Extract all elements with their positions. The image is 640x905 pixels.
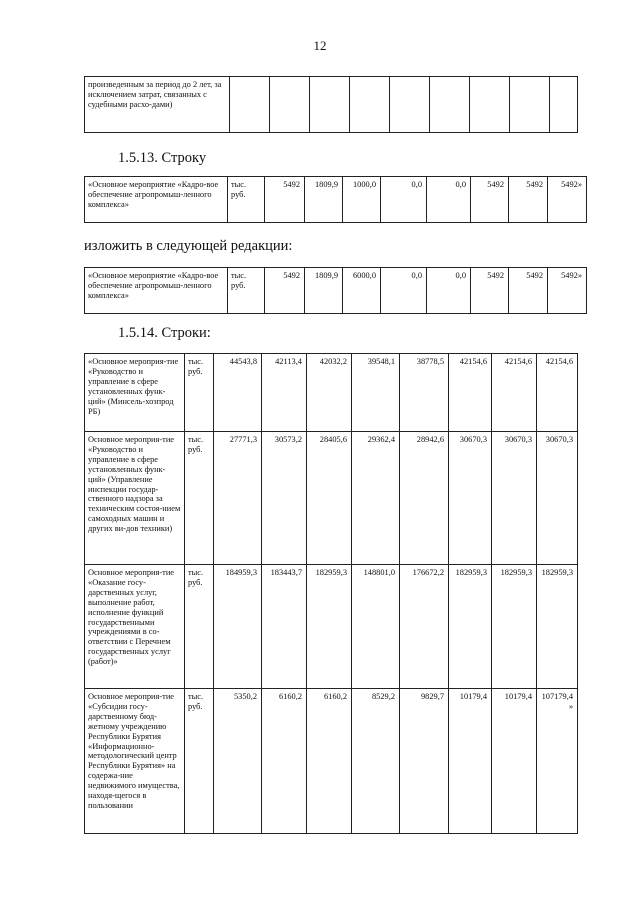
row-label: произведенным за период до 2 лет, за исключением затрат, связанных с судебными расхо-дами) (85, 77, 230, 133)
value-cell: 1809,9 (305, 177, 343, 223)
value-cell: 5492» (548, 177, 587, 223)
value-cell: 182959,3 (449, 565, 492, 689)
row-label: Основное мероприя-тие «Субсидии госу-дарственному бюд-жетному учреждению Республики Бурятия «Информационно-методологический центр Республики Бурятия» на содержа-ние недвижимого имущества, находя-щегося в пользовании (85, 689, 185, 834)
value-cell: 10179,4 (492, 689, 537, 834)
value-cell: 107179,4» (537, 689, 578, 834)
value-cell: 176672,2 (400, 565, 449, 689)
value-cell: 39548,1 (352, 354, 400, 432)
value-cell: 30670,3 (537, 432, 578, 565)
unit-cell (230, 77, 270, 133)
continuation-table (84, 76, 578, 133)
value-cell (350, 77, 390, 133)
value-cell: 182959,3 (492, 565, 537, 689)
row-label: Основное мероприя-тие «Руководство и управление в сфере установленных функ-ций» (Управление инспекции государ-ственного надзора за техническим состоя-нием самоходных машин и других ви-дов техники) (85, 432, 185, 565)
value-cell (510, 77, 550, 133)
value-cell: 42032,2 (307, 354, 352, 432)
value-cell: 28942,6 (400, 432, 449, 565)
value-cell: 5492 (471, 268, 509, 314)
value-cell: 5492 (265, 177, 305, 223)
unit-cell: тыс. руб. (185, 689, 214, 834)
value-cell: 1809,9 (305, 268, 343, 314)
unit-cell: тыс. руб. (228, 177, 265, 223)
section-heading: 1.5.13. Строку (118, 150, 207, 166)
value-cell: 42113,4 (262, 354, 307, 432)
row-label: «Основное мероприятие «Кадро-вое обеспечение агропромыш-ленного комплекса» (85, 268, 228, 314)
table-row (85, 177, 587, 223)
row-table (84, 267, 587, 314)
row-label: «Основное мероприя-тие «Руководство и управление в сфере установленных функ-ций» (Минсель-хозпрод РБ) (85, 354, 185, 432)
rows-table (84, 353, 578, 834)
value-cell: 9829,7 (400, 689, 449, 834)
value-cell: 5350,2 (214, 689, 262, 834)
value-cell (470, 77, 510, 133)
section-heading: изложить в следующей редакции: (84, 238, 293, 254)
value-cell: 5492» (548, 268, 587, 314)
unit-cell: тыс. руб. (185, 354, 214, 432)
value-cell: 0,0 (427, 177, 471, 223)
value-cell: 44543,8 (214, 354, 262, 432)
table-row (85, 432, 578, 565)
row-label: Основное мероприя-тие «Оказание госу-дарственных услуг, выполнение работ, исполнение функций государственными учреждениями в со-ответствии с Перечнем государственных услуг (работ)» (85, 565, 185, 689)
value-cell: 6160,2 (262, 689, 307, 834)
table-row (85, 268, 587, 314)
value-cell: 42154,6 (449, 354, 492, 432)
row-table (84, 176, 587, 223)
value-cell: 5492 (265, 268, 305, 314)
value-cell: 5492 (509, 268, 548, 314)
table-row (85, 354, 578, 432)
value-cell: 148801,0 (352, 565, 400, 689)
value-cell: 5492 (509, 177, 548, 223)
value-cell (270, 77, 310, 133)
table-row (85, 689, 578, 834)
value-cell: 1000,0 (343, 177, 381, 223)
unit-cell: тыс. руб. (228, 268, 265, 314)
value-cell (550, 77, 578, 133)
value-cell: 30573,2 (262, 432, 307, 565)
value-cell: 29362,4 (352, 432, 400, 565)
value-cell: 27771,3 (214, 432, 262, 565)
value-cell: 0,0 (381, 268, 427, 314)
value-cell: 5492 (471, 177, 509, 223)
value-cell (390, 77, 430, 133)
section-heading: 1.5.14. Строки: (118, 325, 211, 341)
value-cell (430, 77, 470, 133)
row-label: «Основное мероприятие «Кадро-вое обеспечение агропромыш-ленного комплекса» (85, 177, 228, 223)
value-cell: 182959,3 (537, 565, 578, 689)
value-cell: 6000,0 (343, 268, 381, 314)
value-cell: 0,0 (381, 177, 427, 223)
value-cell: 10179,4 (449, 689, 492, 834)
table-row (85, 77, 578, 133)
value-cell: 182959,3 (307, 565, 352, 689)
value-cell: 28405,6 (307, 432, 352, 565)
value-cell: 184959,3 (214, 565, 262, 689)
value-cell: 8529,2 (352, 689, 400, 834)
unit-cell: тыс. руб. (185, 565, 214, 689)
value-cell: 42154,6 (492, 354, 537, 432)
value-cell (310, 77, 350, 133)
value-cell: 30670,3 (449, 432, 492, 565)
value-cell: 6160,2 (307, 689, 352, 834)
table-row (85, 565, 578, 689)
unit-cell: тыс. руб. (185, 432, 214, 565)
value-cell: 30670,3 (492, 432, 537, 565)
value-cell: 42154,6 (537, 354, 578, 432)
page-number: 12 (313, 38, 327, 53)
value-cell: 38778,5 (400, 354, 449, 432)
value-cell: 183443,7 (262, 565, 307, 689)
value-cell: 0,0 (427, 268, 471, 314)
